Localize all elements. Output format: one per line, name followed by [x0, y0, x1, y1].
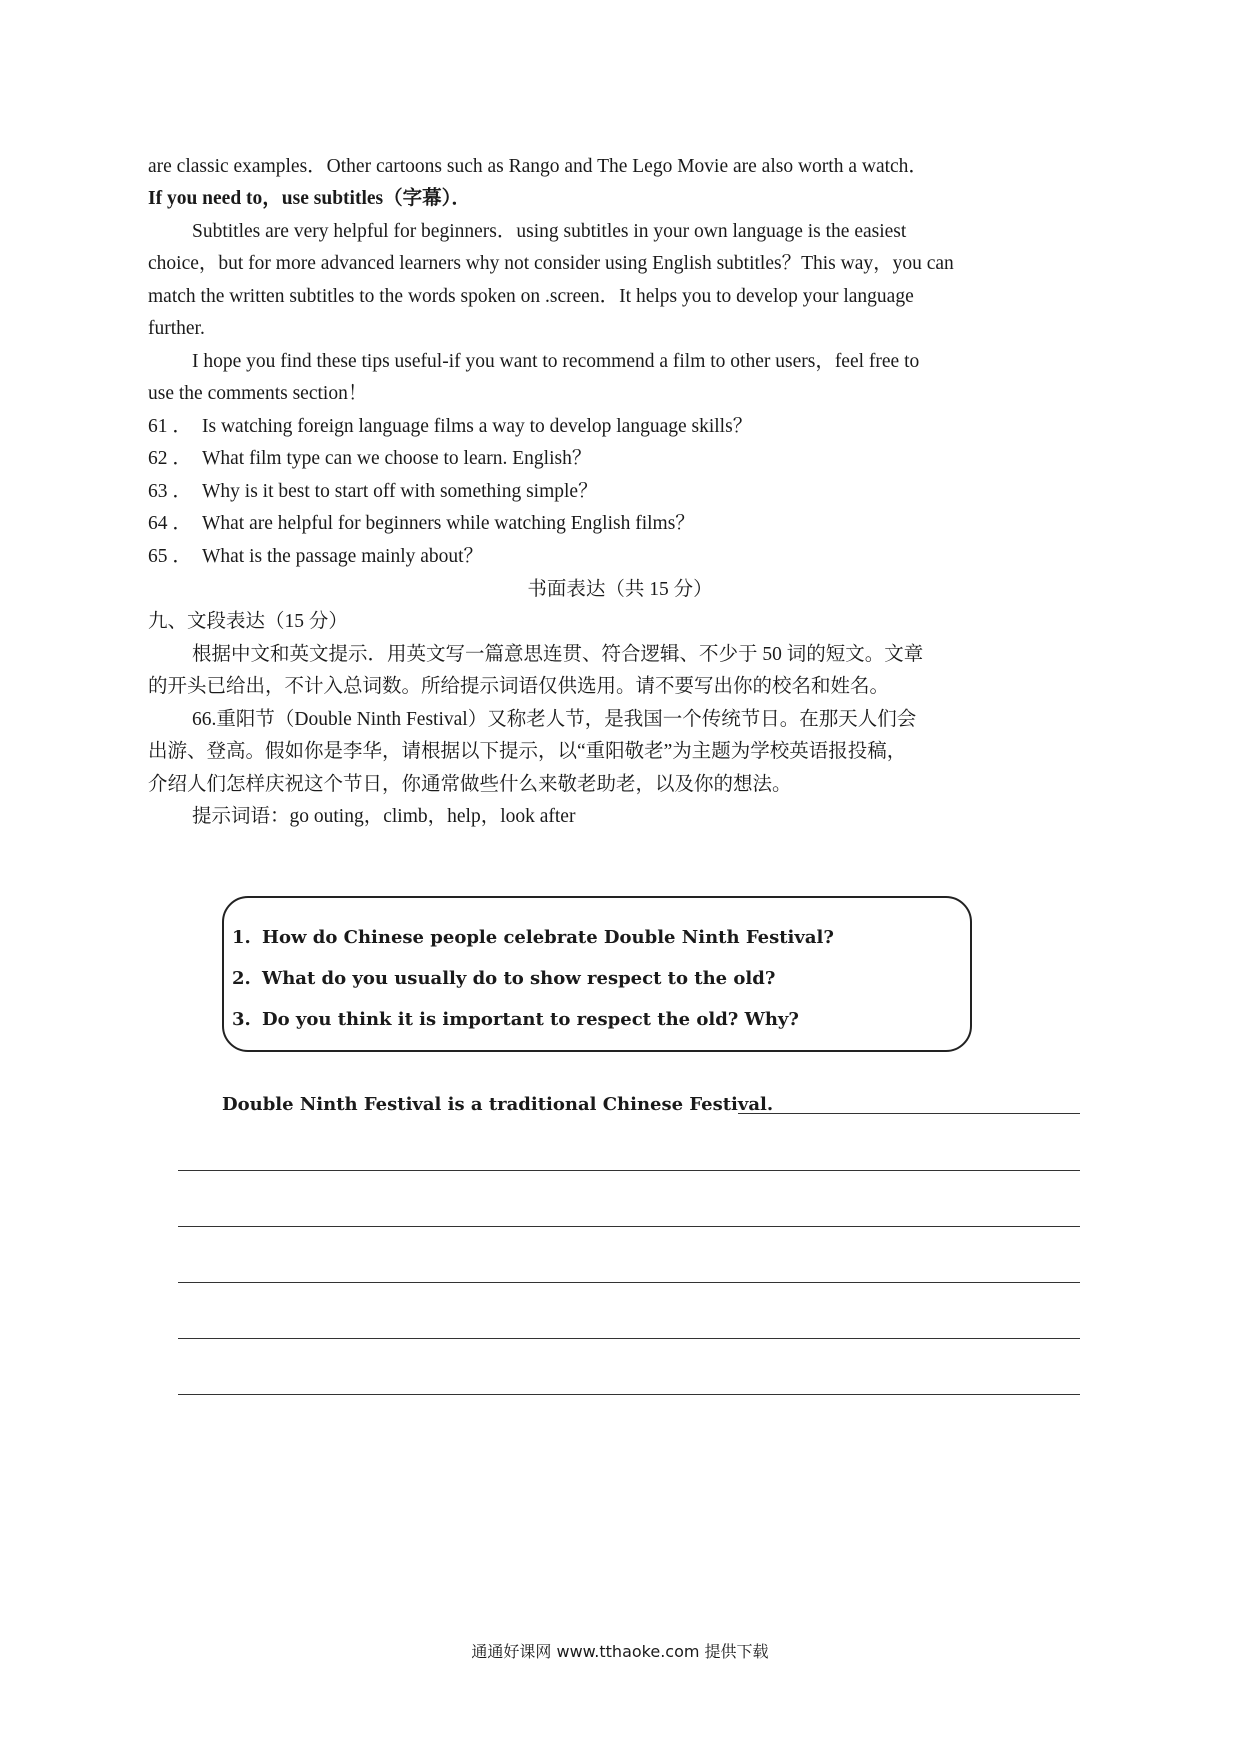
paragraph-line: choice，but for more advanced learners why not consider using English subtitles？This way，you can — [148, 253, 954, 274]
prompt-text: Do you think it is important to respect the old? Why? — [262, 1009, 799, 1030]
question-text: What are helpful for beginners while watching English films？ — [202, 513, 695, 534]
prompt-number: 1. — [232, 927, 251, 948]
answer-line[interactable] — [178, 1338, 1080, 1339]
question-item — [148, 446, 591, 472]
task-line: 66.重阳节（Double Ninth Festival）又称老人节，是我国一个传统节日。在那天人们会 — [192, 709, 917, 730]
answer-line[interactable] — [738, 1113, 1080, 1114]
paragraph-line: match the written subtitles to the words spoken on .screen．It helps you to develop your language — [148, 286, 914, 307]
question-text: Is watching foreign language films a way to develop language skills？ — [202, 416, 753, 437]
answer-line[interactable] — [178, 1170, 1080, 1171]
question-number: 65 ． — [148, 546, 192, 567]
question-item — [148, 511, 695, 537]
passage-line: are classic examples．Other cartoons such as Rango and The Lego Movie are also worth a watch． — [148, 156, 928, 177]
hint-words: 提示词语：go outing，climb，help，look after — [192, 806, 576, 827]
task-line: 介绍人们怎样庆祝这个节日，你通常做些什么来敬老助老，以及你的想法。 — [148, 774, 792, 795]
question-number: 63 ． — [148, 481, 192, 502]
answer-line[interactable] — [178, 1394, 1080, 1395]
footer-text: 通通好课网 www.tthaoke.com 提供下载 — [471, 1642, 769, 1661]
instruction-line: 的开头已给出，不计入总词数。所给提示词语仅供选用。请不要写出你的校名和姓名。 — [148, 676, 890, 697]
paragraph-line: I hope you find these tips useful-if you want to recommend a film to other users，feel free to — [192, 351, 920, 372]
paragraph-line: use the comments section！ — [148, 383, 368, 404]
prompt-text: How do Chinese people celebrate Double Ninth Festival? — [262, 927, 834, 948]
paragraph-line: Subtitles are very helpful for beginners．using subtitles in your own language is the easiest — [192, 221, 907, 242]
answer-line[interactable] — [178, 1226, 1080, 1227]
task-line: 出游、登高。假如你是李华，请根据以下提示，以“重阳敬老”为主题为学校英语报投稿， — [148, 741, 907, 762]
prompt-text: What do you usually do to show respect to the old? — [262, 968, 776, 989]
question-text: What is the passage mainly about？ — [202, 546, 484, 567]
question-text: What film type can we choose to learn. English？ — [202, 448, 592, 469]
part-title: 九、文段表达（15 分） — [148, 611, 348, 632]
question-number: 64 ． — [148, 513, 192, 534]
question-item — [148, 414, 752, 440]
prompt-item — [232, 1008, 799, 1032]
answer-line[interactable] — [178, 1282, 1080, 1283]
paragraph-line: further. — [148, 318, 205, 339]
question-item — [148, 479, 598, 505]
question-text: Why is it best to start off with something simple？ — [202, 481, 598, 502]
starter-sentence: Double Ninth Festival is a traditional Chinese Festival. — [222, 1094, 774, 1115]
section-heading: If you need to，use subtitles（字幕）． — [148, 188, 471, 209]
prompt-item — [232, 926, 834, 950]
question-item — [148, 544, 483, 570]
section-title: 书面表达（共 15 分） — [527, 579, 713, 600]
prompt-item — [232, 967, 775, 991]
question-number: 61 ． — [148, 416, 192, 437]
prompt-number: 3. — [232, 1009, 251, 1030]
prompt-number: 2. — [232, 968, 251, 989]
question-number: 62 ． — [148, 448, 192, 469]
instruction-line: 根据中文和英文提示．用英文写一篇意思连贯、符合逻辑、不少于 50 词的短文。文章 — [192, 644, 924, 665]
